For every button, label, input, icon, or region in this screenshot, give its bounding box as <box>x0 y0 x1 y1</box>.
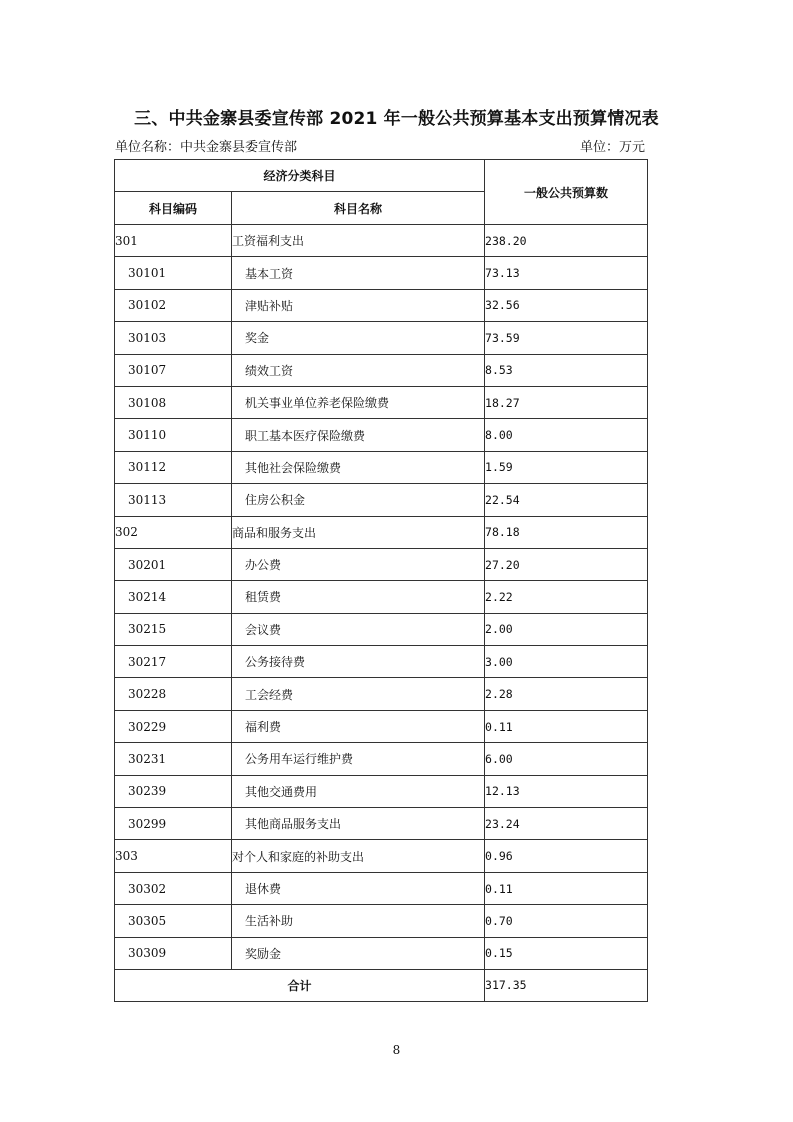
subject-name: 机关事业单位养老保险缴费 <box>232 386 485 418</box>
subject-name: 办公费 <box>232 548 485 580</box>
subject-name: 租赁费 <box>232 581 485 613</box>
budget-amount: 0.70 <box>485 905 648 937</box>
budget-amount: 8.53 <box>485 354 648 386</box>
header-budget-amount: 一般公共预算数 <box>485 160 648 225</box>
subject-code: 30101 <box>115 257 232 289</box>
budget-amount: 8.00 <box>485 419 648 451</box>
table-row <box>115 937 648 969</box>
subject-code: 30215 <box>115 613 232 645</box>
subject-code: 30103 <box>115 322 232 354</box>
subject-name: 公务接待费 <box>232 646 485 678</box>
page-title: 三、中共金寨县委宣传部 2021 年一般公共预算基本支出预算情况表 <box>134 109 659 129</box>
subject-name: 公务用车运行维护费 <box>232 743 485 775</box>
unit-name: 单位名称：中共金寨县委宣传部 <box>115 140 298 155</box>
table-row <box>115 451 648 483</box>
budget-amount: 0.11 <box>485 872 648 904</box>
subject-code: 30239 <box>115 775 232 807</box>
subject-name: 奖励金 <box>232 937 485 969</box>
subject-code: 30231 <box>115 743 232 775</box>
table-row <box>115 678 648 710</box>
table-row <box>115 613 648 645</box>
subject-code: 30305 <box>115 905 232 937</box>
subject-name: 绩效工资 <box>232 354 485 386</box>
subject-name: 对个人和家庭的补助支出 <box>232 840 485 872</box>
budget-amount: 0.15 <box>485 937 648 969</box>
subject-code: 30309 <box>115 937 232 969</box>
table-row <box>115 775 648 807</box>
budget-amount: 12.13 <box>485 775 648 807</box>
subject-name: 工资福利支出 <box>232 225 485 257</box>
subject-code: 30108 <box>115 386 232 418</box>
table-row <box>115 289 648 321</box>
unit-label: 单位：万元 <box>579 140 645 155</box>
table-row <box>115 548 648 580</box>
header-subject-name: 科目名称 <box>232 192 485 225</box>
budget-amount: 0.96 <box>485 840 648 872</box>
budget-amount: 18.27 <box>485 386 648 418</box>
table-row <box>115 354 648 386</box>
subject-code: 301 <box>115 225 232 257</box>
subject-code: 30107 <box>115 354 232 386</box>
total-amount: 317.35 <box>485 969 648 1001</box>
header-subject-code: 科目编码 <box>115 192 232 225</box>
subject-code: 30112 <box>115 451 232 483</box>
budget-amount: 2.28 <box>485 678 648 710</box>
subject-code: 30113 <box>115 484 232 516</box>
table-row <box>115 840 648 872</box>
subject-name: 其他社会保险缴费 <box>232 451 485 483</box>
subject-code: 302 <box>115 516 232 548</box>
subject-code: 30229 <box>115 710 232 742</box>
subject-code: 303 <box>115 840 232 872</box>
header-economic-classification: 经济分类科目 <box>115 160 485 192</box>
subject-name: 退休费 <box>232 872 485 904</box>
budget-amount: 27.20 <box>485 548 648 580</box>
budget-amount: 73.59 <box>485 322 648 354</box>
budget-amount: 3.00 <box>485 646 648 678</box>
subject-name: 其他商品服务支出 <box>232 808 485 840</box>
subject-code: 30102 <box>115 289 232 321</box>
budget-amount: 78.18 <box>485 516 648 548</box>
table-row <box>115 225 648 257</box>
subject-code: 30302 <box>115 872 232 904</box>
subject-code: 30217 <box>115 646 232 678</box>
subject-code: 30228 <box>115 678 232 710</box>
table-row <box>115 710 648 742</box>
budget-amount: 2.00 <box>485 613 648 645</box>
subject-name: 基本工资 <box>232 257 485 289</box>
budget-amount: 6.00 <box>485 743 648 775</box>
table-row <box>115 905 648 937</box>
subject-name: 商品和服务支出 <box>232 516 485 548</box>
budget-amount: 32.56 <box>485 289 648 321</box>
budget-amount: 22.54 <box>485 484 648 516</box>
subject-code: 30110 <box>115 419 232 451</box>
budget-table <box>114 159 648 1002</box>
budget-amount: 1.59 <box>485 451 648 483</box>
subject-name: 福利费 <box>232 710 485 742</box>
page-number: 8 <box>392 1043 401 1057</box>
table-row <box>115 646 648 678</box>
subject-name: 生活补助 <box>232 905 485 937</box>
subject-name: 会议费 <box>232 613 485 645</box>
budget-amount: 0.11 <box>485 710 648 742</box>
subject-name: 其他交通费用 <box>232 775 485 807</box>
subject-code: 30214 <box>115 581 232 613</box>
table-row <box>115 872 648 904</box>
table-row <box>115 516 648 548</box>
table-row <box>115 322 648 354</box>
table-row <box>115 257 648 289</box>
table-row <box>115 581 648 613</box>
budget-amount: 73.13 <box>485 257 648 289</box>
table-row <box>115 808 648 840</box>
table-row <box>115 743 648 775</box>
subject-name: 职工基本医疗保险缴费 <box>232 419 485 451</box>
subject-name: 津贴补贴 <box>232 289 485 321</box>
table-row <box>115 386 648 418</box>
table-row <box>115 419 648 451</box>
budget-amount: 23.24 <box>485 808 648 840</box>
subject-name: 住房公积金 <box>232 484 485 516</box>
budget-amount: 2.22 <box>485 581 648 613</box>
total-row <box>115 969 648 1001</box>
subject-code: 30201 <box>115 548 232 580</box>
subject-name: 工会经费 <box>232 678 485 710</box>
subject-code: 30299 <box>115 808 232 840</box>
table-row <box>115 484 648 516</box>
total-label: 合计 <box>115 969 485 1001</box>
budget-amount: 238.20 <box>485 225 648 257</box>
subject-name: 奖金 <box>232 322 485 354</box>
